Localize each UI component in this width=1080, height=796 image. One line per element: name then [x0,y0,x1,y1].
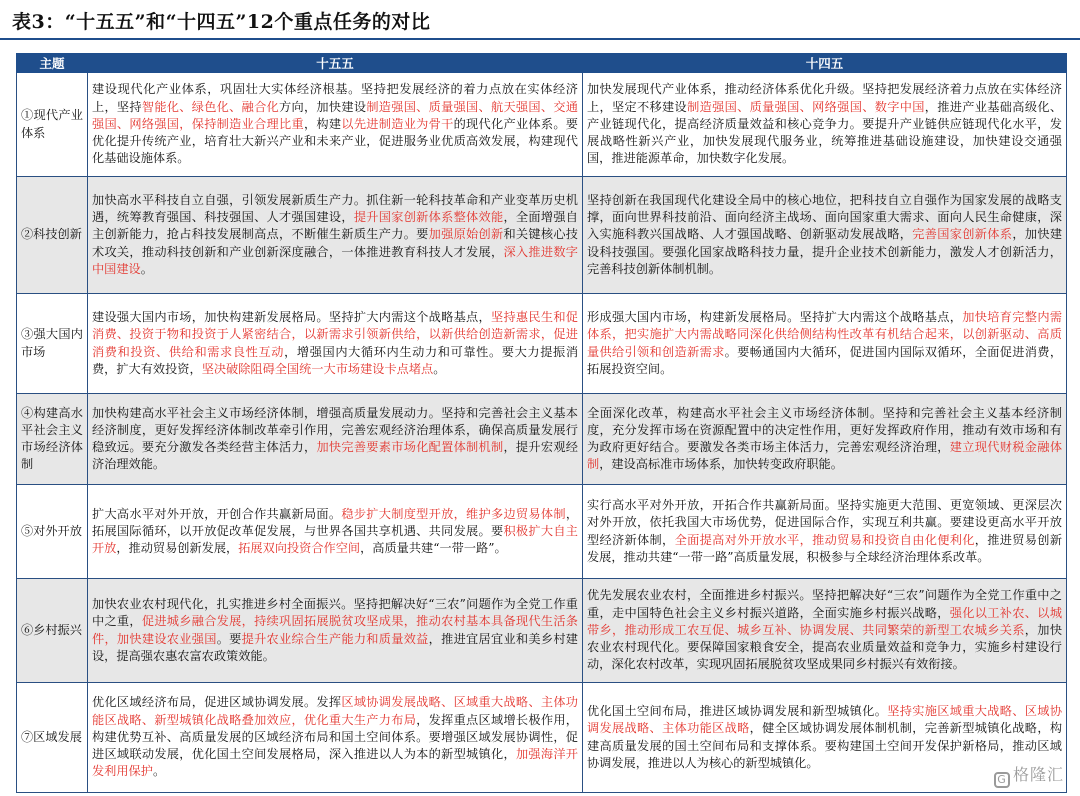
body-text: 。 [140,261,153,276]
body-text: ，构建 [303,116,342,131]
highlighted-text: 完善国家创新体系 [912,227,1013,242]
body-text: ，增强国内大循环内生动力和可靠性。要大力提振消费，扩大有效投资， [92,344,579,376]
highlighted-text: 稳步扩大制度型开放，维护多边贸易体制 [341,506,566,521]
header-topic: 主题 [17,54,88,73]
highlighted-text: 促进城乡融合发展，持续巩固拓展脱贫攻坚成果，推动农村基本具备现代生活条件，加快建设农业强国 [92,614,578,646]
body-text: ，高质量共建“一带一路”。 [360,541,507,556]
title-bar [0,0,1080,40]
table-row [17,73,1067,177]
body-text: 方向，加快建设 [279,99,367,114]
cell-15th-plan [88,394,583,485]
highlighted-text: 拓展双向投资合作空间 [238,541,361,556]
highlighted-text: 提升农业综合生产能力和质量效益 [241,631,429,646]
cell-15th-plan [88,177,583,294]
row-topic: ⑥乡村振兴 [17,579,88,683]
table-row [17,294,1067,394]
highlighted-text: 全面提高对外开放水平，推动贸易和投资自由化便利化 [674,532,975,547]
cell-14th-plan [583,294,1067,394]
cell-14th-plan [583,485,1067,579]
table-header-row [17,54,1067,73]
header-15th-plan: 十五五 [88,54,583,73]
highlighted-text: 坚持实施区域重大战略、区域协调发展战略、主体功能区战略 [587,704,1063,736]
document-title: 表3：“十五五”和“十四五”12个重点任务的对比 [12,11,431,33]
body-text: 加快发展现代产业体系，推动经济体系优化升级。坚持把发展经济着力点放在实体经济上，坚定不移建设 [587,82,1062,114]
highlighted-text: 坚决破除阻碍全国统一大市场建设卡点堵点 [201,361,434,376]
body-text: 优化国土空间布局，推进区域协调发展和新型城镇化。 [587,704,888,719]
body-text: ，推进宜居宜业和美乡村建设，提高强农惠农富农政策效能。 [92,631,578,663]
body-text: ，发挥重点区域增长极作用，构建优势互补、高质量发展的区域经济布局和国土空间体系。要增强区域发展协调性，促进区域联动发展，优化国土空间发展格局，深入推进以人为本的新型城镇化， [92,712,578,762]
watermark [994,762,1064,788]
body-text: 。 [152,764,166,779]
body-text: 建设现代化产业体系，巩固壮大实体经济根基。坚持把发展经济的着力点放在实体经济上，坚持 [92,82,578,114]
table-row [17,683,1067,793]
watermark-text: 格隆汇 [1012,765,1064,784]
body-text: ，推进贸易创新发展，推动共建“一带一路”高质量发展，积极参与全球经济治理体系改革。 [587,532,1063,564]
cell-14th-plan [583,177,1067,294]
body-text: 的现代化产业体系。要优化提升传统产业，培育壮大新兴产业和未来产业，促进服务业优质高效发展，构建现代化基础设施体系。 [92,116,578,166]
body-text: 实行高水平对外开放，开拓合作共赢新局面。坚持实施更大范围、更宽领域、更深层次对外开放，依托我国大市场优势，促进国际合作，实现互利共赢。要建设更高水平开放型经济新体制， [587,498,1062,547]
highlighted-text: 积极扩大自主开放 [92,523,578,556]
row-topic: ⑦区域发展 [17,683,88,793]
body-text: ，健全区域协调发展体制机制，完善新型城镇化战略，构建高质量发展的国土空间布局和支撑体系。要构建国土空间开发保护新格局，推动区域协调发展，推进以人为核心的新型城镇化。 [587,721,1063,770]
cell-15th-plan [88,73,583,177]
body-text: 扩大高水平对外开放，开创合作共赢新局面。 [92,506,342,521]
cell-14th-plan [583,579,1067,683]
body-text: 加快高水平科技自立自强，引领发展新质生产力。抓住新一轮科技革命和产业变革历史机遇，统筹教育强国、科技强国、人才强国建设， [92,192,578,225]
watermark-logo-icon: G [994,772,1010,788]
body-text: ，推进产业基础高级化、产业链现代化，提高经济质量效益和核心竞争力。要提升产业链供应链现代化水平，发展战略性新兴产业，加快发展现代服务业，统筹推进基础设施建设，加快建设交通强国，推进能源革命，加快数字化发展。 [587,99,1063,166]
body-text: 坚持创新在我国现代化建设全局中的核心地位，把科技自立自强作为国家发展的战略支撑，面向世界科技前沿、面向经济主战场、面向国家重大需求、面向人民生命健康，深入实施科教兴国战略、人才强国战略、创新驱动发展战略， [587,192,1062,242]
body-text: 。要畅通国内大循环，促进国内国际双循环，全面促进消费，拓展投资空间。 [587,344,1063,376]
table-row [17,485,1067,579]
body-text: 加快构建高水平社会主义市场经济体制，增强高质量发展动力。坚持和完善社会主义基本经济制度，更好发挥经济体制改革牵引作用，完善宏观经济治理体系，确保高质量发展行稳致远。要充分激发各类经营主体活力， [92,405,578,454]
highlighted-text: 深入推进数字中国建设 [92,244,578,276]
cell-15th-plan [88,485,583,579]
cell-15th-plan [88,683,583,793]
highlighted-text: 制造强国、质量强国、航天强国、交通强国、网络强国，保持制造业合理比重 [92,99,578,131]
header-14th-plan: 十四五 [583,54,1067,73]
cell-15th-plan [88,579,583,683]
cell-15th-plan [88,294,583,394]
body-text: 建设强大国内市场，加快构建新发展格局。坚持扩大内需这个战略基点， [92,310,491,325]
body-text: ，推动贸易创新发展， [116,541,239,556]
cell-14th-plan [583,394,1067,485]
highlighted-text: 智能化、绿色化、融合化 [141,99,280,114]
highlighted-text: 加强海洋开发利用保护 [92,747,578,779]
body-text: ，加快农业农村现代化。要保障国家粮食安全，提高农业质量效益和竞争力，实施乡村建设行动，深化农村改革，实现巩固拓展脱贫攻坚成果同乡村振兴有效衔接。 [587,622,1063,672]
body-text: ，提升宏观经济治理效能。 [92,440,578,472]
row-topic: ③强大国内市场 [17,294,88,394]
body-text: 形成强大国内市场，构建新发展格局。坚持扩大内需这个战略基点， [587,310,963,325]
table-row [17,579,1067,683]
highlighted-text: 以先进制造业为骨干 [341,116,454,131]
row-topic: ⑤对外开放 [17,485,88,579]
row-topic: ④构建高水平社会主义市场经济体制 [17,394,88,485]
body-text: ，拓展国际循环，以开放促改革促发展，与世界各国共享机遇、共同发展。要 [92,506,578,538]
body-text: 优先发展农业农村，全面推进乡村振兴。坚持把解决好“三农”问题作为全党工作重中之重，走中国特色社会主义乡村振兴道路，全面实施乡村振兴战略， [587,588,1062,620]
table-row [17,177,1067,294]
body-text: 。 [433,361,446,376]
comparison-table [16,53,1067,793]
highlighted-text: 加快完善要素市场化配置体制机制 [316,440,504,454]
row-topic: ②科技创新 [17,177,88,294]
cell-14th-plan [583,73,1067,177]
highlighted-text: 区域协调发展战略、区域重大战略、主体功能区战略、新型城镇化战略叠加效应，优化重大生产力布局 [92,695,578,727]
highlighted-text: 制造强国、质量强国、网络强国、数字中国 [687,99,925,114]
body-text: ，加快建设科技强国。要强化国家战略科技力量，提升企业技术创新能力，激发人才创新活力，完善科技创新体制机制。 [587,227,1063,276]
table-row [17,394,1067,485]
highlighted-text: 提升国家创新体系整体效能 [353,210,504,225]
row-topic: ①现代产业体系 [17,73,88,177]
body-text: 和关键核心技术攻关，推动科技创新和产业创新深度融合，一体推进教育科技人才发展， [92,227,578,259]
highlighted-text: 强化以工补农、以城带乡，推动形成工农互促、城乡互补、协调发展、共同繁荣的新型工农城乡关系 [587,605,1063,637]
body-text: 。要 [216,631,242,646]
highlighted-text: 坚持惠民生和促消费、投资于物和投资于人紧密结合，以新需求引领新供给，以新供给创造新需求，促进消费和投资、供给和需求良性互动 [92,310,578,359]
body-text: ，建设高标准市场体系，加快转变政府职能。 [599,457,843,472]
highlighted-text: 建立现代财税金融体制 [587,440,1063,472]
body-text: 加快农业农村现代化，扎实推进乡村全面振兴。坚持把解决好“三农”问题作为全党工作重中之重， [92,597,578,629]
highlighted-text: 加快培育完整内需体系，把实施扩大内需战略同深化供给侧结构性改革有机结合起来，以创新驱动、高质量供给引领和创造新需求 [587,310,1063,359]
body-text: 全面深化改革，构建高水平社会主义市场经济体制。坚持和完善社会主义基本经济制度，充分发挥市场在资源配置中的决定性作用，更好发挥政府作用，推动有效市场和有为政府更好结合。要激发各类市场主体活力，完善宏观经济治理， [587,405,1062,454]
body-text: ，全面增强自主创新能力，抢占科技发展制高点，不断催生新质生产力。要 [92,210,578,242]
body-text: 优化区域经济布局，促进区域协调发展。发挥 [92,695,342,710]
highlighted-text: 加强原始创新 [428,227,504,242]
